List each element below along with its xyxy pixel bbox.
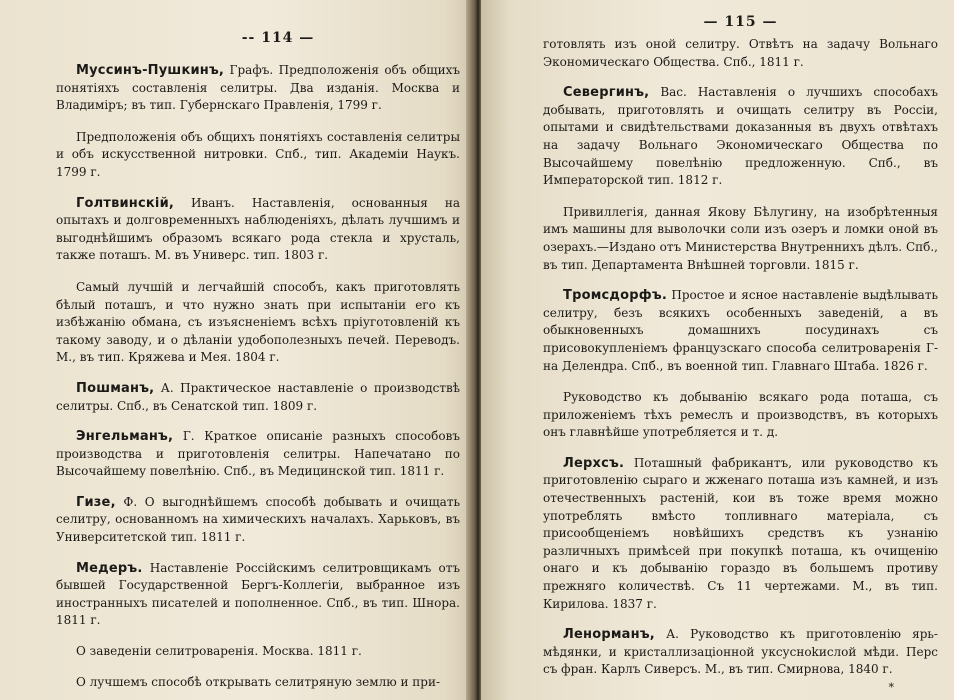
entry-text: Привиллегія, данная Якову Бѣлугину, на изобрѣтенныя имъ машины для выволочки соли изъ озеръ и ломки оной въ озерахъ.—Издано отъ Министерства Внутреннихъ дѣлъ. Спб., въ тип. Департамента Внѣшней торговли. 1815 г. (543, 204, 938, 272)
bibliography-entry (543, 204, 938, 274)
entry-author: Медеръ. (76, 560, 143, 576)
bibliography-entry (543, 455, 938, 613)
entry-text: Предположенія объ общихъ понятіяхъ составленія селитры и объ искусственной нитровки. Спб., тип. Академіи Наукъ. 1799 г. (56, 129, 460, 179)
bibliography-entry (56, 129, 460, 182)
bibliography-entry (56, 494, 460, 547)
entry-text: О заведеніи селитроваренія. Москва. 1811 г. (76, 644, 362, 659)
entry-text: Ф. О выгоднѣйшемъ способѣ добывать и очищать селитру, основанномъ на химическихъ началахъ. Харьковъ, въ Университетской тип. 1811 г. (56, 494, 460, 545)
entry-text: Иванъ. Наставленія, основанныя на опытахъ и долговременныхъ наблюденіяхъ, дѣлать лучшимъ и выгоднѣйшимъ образомъ всякаго рода стекла и хрусталь, также поташъ. М. въ Универс. тип. 1803 г. (56, 195, 460, 263)
bibliography-entry (56, 643, 460, 661)
bibliography-entry (56, 428, 460, 481)
right-page (481, 0, 954, 700)
bibliography-entry (56, 674, 460, 692)
entry-author: Муссинъ-Пушкинъ, (76, 63, 225, 78)
bibliography-entry (56, 62, 460, 115)
entry-text: Поташный фабрикантъ, или руководство къ приготовленію сыраго и жженаго поташа изъ камней, и изъ отечественныхъ растеній, кои въ тоже время можно употреблять вмѣсто топливнаго матеріала, съ присообщеніемъ новѣйшихъ средствъ къ узнанію различныхъ примѣсей при покупкѣ поташа, къ очищенію онаго и къ добыванію гораздо въ большемъ противу прежняго количествѣ. Съ 11 чертежами. М., въ тип. Кирилова. 1837 г. (543, 455, 938, 611)
bibliography-entry (56, 279, 460, 367)
page-number-right: — 115 — (703, 14, 778, 30)
bibliography-entry (543, 389, 938, 442)
entry-author: Гизе, (76, 494, 116, 510)
entry-text: А. Руководство къ приготовленію ярь-мѣдянки, и кристаллизаціонной уксусноkислой мѣди. Перс съ фран. Карлъ Сиверсъ. М., въ тип. Смирнова, 1840 г. (543, 627, 938, 677)
bibliography-entry (56, 195, 460, 265)
entry-text: готовлять изъ оной селитру. Отвѣтъ на задачу Вольнаго Экономическаго Общества. Спб., 1811 г. (543, 37, 938, 69)
bibliography-entry (56, 380, 460, 415)
entry-author: Лерхсъ. (563, 455, 625, 471)
bibliography-entry (543, 626, 938, 679)
entry-text: О лучшемъ способѣ открывать селитряную землю и при- (76, 674, 441, 689)
bibliography-entry (56, 560, 460, 630)
entry-text: Наставленіе Россійскимъ селитровщикамъ отъ бывшей Государственной Бергъ-Коллегіи, выбранное изъ иностранныхъ писателей и пополненное. Спб., въ тип. Шнора. 1811 г. (56, 560, 460, 628)
entry-author: Энгельманъ, (76, 429, 174, 445)
entry-author: Пошманъ, (76, 380, 155, 396)
bibliography-entry (543, 36, 938, 71)
right-entries (543, 36, 938, 679)
entry-text: А. Практическое наставленіе о производствѣ селитры. Спб., въ Сенатской тип. 1809 г. (56, 380, 460, 413)
entry-text: Графъ. Предположенія объ общихъ понятіяхъ составленія селитры. Два изданія. Москва и Владиміръ; въ тип. Губернскаго Правленія, 1799 г. (56, 63, 460, 113)
entry-text: Г. Краткое описаніе разныхъ способовъ производства и приготовленія селитры. Напечатано по Высочайшему повелѣнію. Спб., въ Медицинской тип. 1811 г. (56, 429, 460, 479)
entry-text: Простое и ясное наставленіе выдѣлывать селитру, безъ всякихъ особенныхъ заведеній, а въ обыкновенныхъ домашнихъ посудинахъ съ присовокупленіемъ французскаго способа селитроваренія Г-на Делендра. Спб., въ военной тип. Главнаго Штаба. 1826 г. (543, 288, 938, 373)
entry-text: Самый лучшій и легчайшій способъ, какъ приготовлять бѣлый поташъ, и что нужно знать при испытаніи его къ избѣжанію обмана, съ изъясненіемъ всѣхъ пріуготовленій къ такому заводу, и о дѣланіи удобополезныхъ печей. Переводъ. М., въ тип. Кряжева и Мея. 1804 г. (56, 279, 460, 365)
bibliography-entry (543, 287, 938, 375)
bibliography-entry (543, 84, 938, 190)
entry-author: Севергинъ, (563, 85, 650, 101)
entry-author: Тромсдорфъ. (563, 288, 667, 304)
entry-text: Руководство къ добыванію всякаго рода поташа, съ приложеніемъ тѣхъ ремеслъ и производствъ, въ которыхъ онъ главнѣйше употребляется и т. д. (543, 390, 938, 440)
entry-text: Вас. Наставленія о лучшихъ способахъ добывать, приготовлять и очищать селитру въ Россіи, опытами и свидѣтельствами доказанныя въ двухъ отвѣтахъ на задачу Вольнаго Экономическаго Общества по Высочайшему повелѣнію предложенную. Спб., въ Императорской тип. 1812 г. (543, 85, 938, 188)
page-number-left: -- 114 — (241, 30, 315, 46)
entry-author: Ленорманъ, (563, 627, 655, 643)
entry-author: Голтвинскій, (76, 195, 175, 211)
footnote-mark: * (888, 681, 894, 694)
left-entries (56, 62, 460, 691)
